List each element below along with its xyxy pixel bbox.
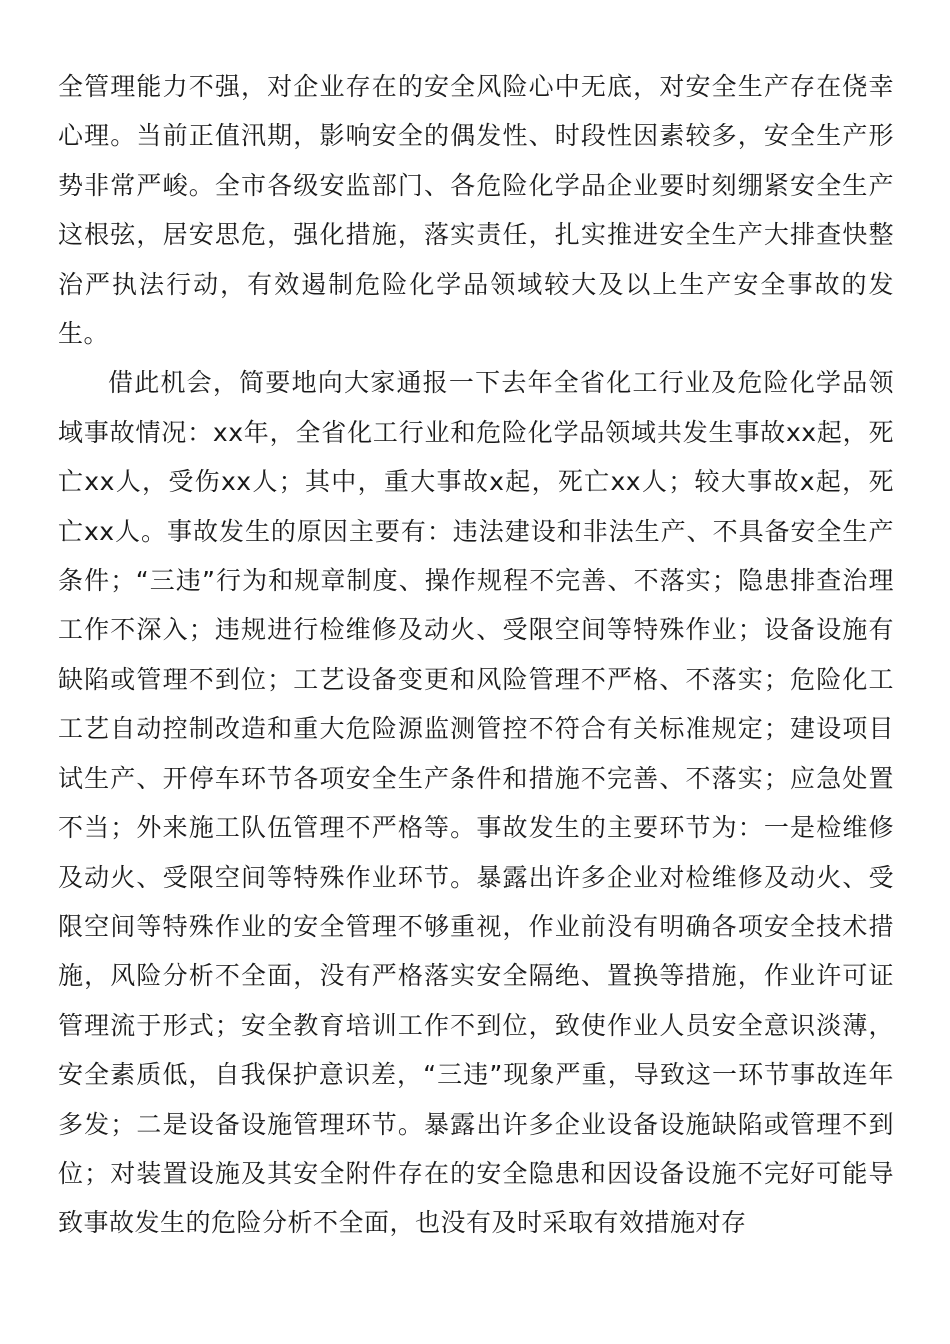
paragraph-accident-report: 借此机会，简要地向大家通报一下去年全省化工行业及危险化学品领域事故情况：xx年，全省化工行业和危险化学品领域共发生事故xx起，死亡xx人，受伤xx人；其中，重大事故x起，死亡xx人；较大事故x起，死亡xx人。事故发生的原因主要有：违法建设和非法生产、不具备安全生产条件；“三违”行为和规章制度、操作规程不完善、不落实；隐患排查治理工作不深入；违规进行检维修及动火、受限空间等特殊作业；设备设施有缺陷或管理不到位；工艺设备变更和风险管理不严格、不落实；危险化工工艺自动控制改造和重大危险源监测管控不符合有关标准规定；建设项目试生产、开停车环节各项安全生产条件和措施不完善、不落实；应急处置不当；外来施工队伍管理不严格等。事故发生的主要环节为：一是检维修及动火、受限空间等特殊作业环节。暴露出许多企业对检维修及动火、受限空间等特殊作业的安全管理不够重视，作业前没有明确各项安全技术措施，风险分析不全面，没有严格落实安全隔绝、置换等措施，作业许可证管理流于形式；安全教育培训工作不到位，致使作业人员安全意识淡薄，安全素质低，自我保护意识差，“三违”现象严重，导致这一环节事故连年多发；二是设备设施管理环节。暴露出许多企业设备设施缺陷或管理不到位；对装置设施及其安全附件存在的安全隐患和因设备设施不完好可能导致事故发生的危险分析不全面，也没有及时采取有效措施对存 bbox=[58, 368, 894, 1238]
paragraph-continuation: 全管理能力不强，对企业存在的安全风险心中无底，对安全生产存在侥幸心理。当前正值汛期，影响安全的偶发性、时段性因素较多，安全生产形势非常严峻。全市各级安监部门、各危险化学品企业要时刻绷紧安全生产这根弦，居安思危，强化措施，落实责任，扎实推进安全生产大排查快整治严执法行动，有效遏制危险化学品领域较大及以上生产安全事故的发生。 bbox=[58, 72, 894, 349]
document-page bbox=[58, 62, 894, 1248]
